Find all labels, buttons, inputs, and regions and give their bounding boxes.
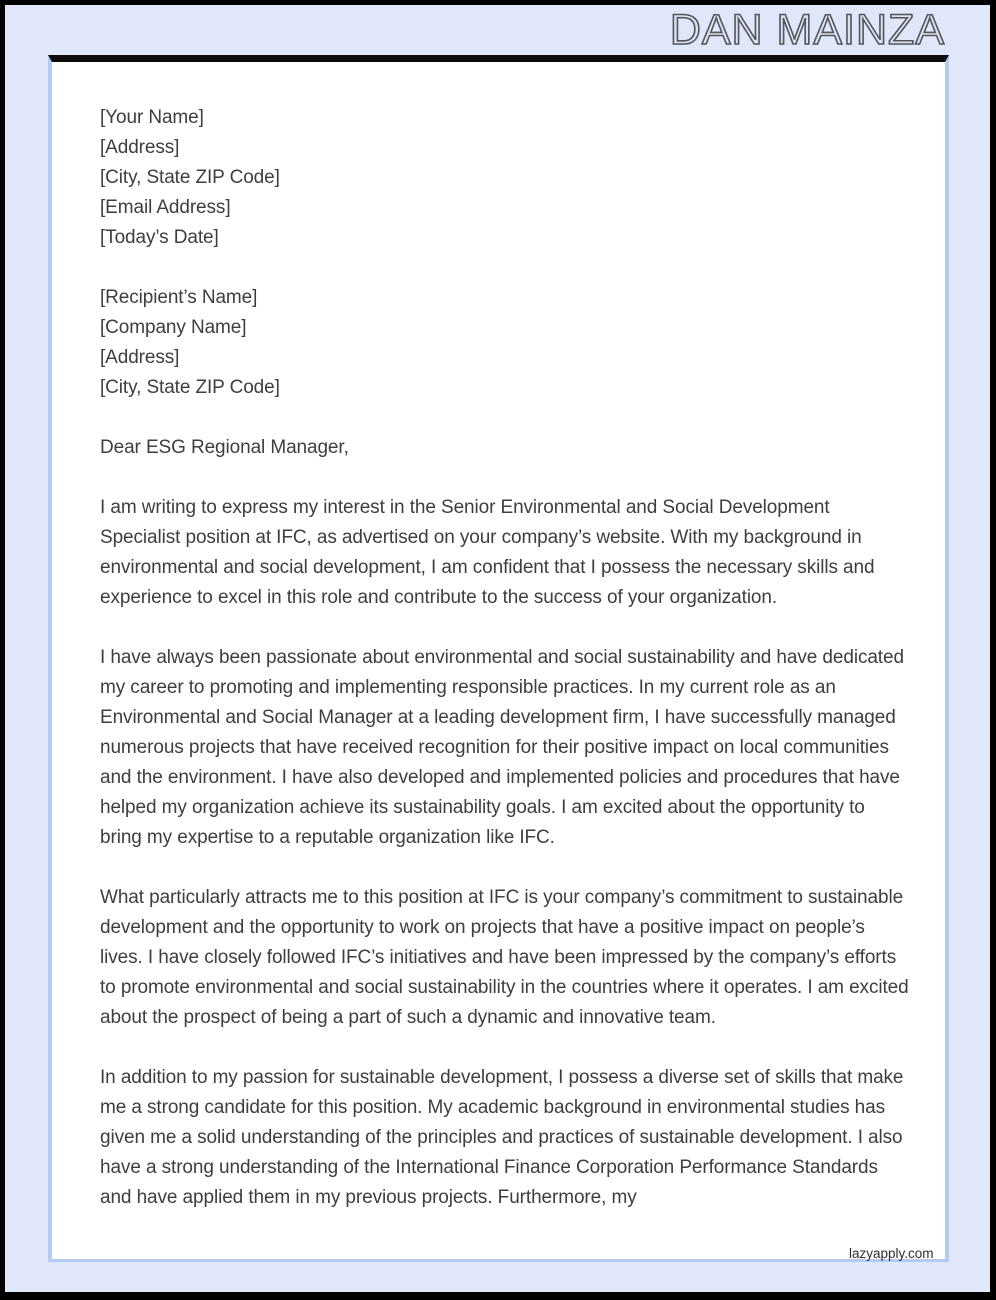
letter-paragraph: I am writing to express my interest in the Senior Environmental and Social Development Specialist position at IFC, as advertised on your company’s website. With my background in environmental and social development, I am confident that I possess the necessary skills and experience to excel in this role and contribute to the success of your organization. xyxy=(100,497,875,608)
address-line: [City, State ZIP Code] xyxy=(100,167,280,188)
address-line: [Your Name] xyxy=(100,107,204,128)
address-line: [Company Name] xyxy=(100,317,247,338)
brand-logo: DAN MAINZA xyxy=(669,6,945,54)
recipient-address-block xyxy=(100,283,909,403)
sender-address-block xyxy=(100,103,909,253)
cover-letter xyxy=(52,62,945,1213)
letter-body xyxy=(100,493,909,1213)
address-line: [Email Address] xyxy=(100,197,231,218)
letter-paragraph: I have always been passionate about environmental and social sustainability and have dedicated my career to promoting and implementing responsible practices. In my current role as an Environmental and Social Manager at a leading development firm, I have successfully managed numerous projects that have received recognition for their positive impact on local communities and the environment. I have also developed and implemented policies and procedures that have helped my organization achieve its sustainability goals. I am excited about the opportunity to bring my expertise to a reputable organization like IFC. xyxy=(100,647,904,848)
document-page xyxy=(48,55,949,1262)
letter-paragraph: What particularly attracts me to this position at IFC is your company’s commitment to sustainable development and the opportunity to work on projects that have a positive impact on people’s lives. I have closely followed IFC’s initiatives and have been impressed by the company’s efforts to promote environmental and social sustainability in the countries where it operates. I am excited about the prospect of being a part of such a dynamic and innovative team. xyxy=(100,887,909,1028)
address-line: [Address] xyxy=(100,137,180,158)
watermark: lazyapply.com xyxy=(849,1246,934,1261)
letter-paragraph: In addition to my passion for sustainable development, I possess a diverse set of skills that make me a strong candidate for this position. My academic background in environmental studies has given me a solid understanding of the principles and practices of sustainable development. I also have a strong understanding of the International Finance Corporation Performance Standards and have applied them in my previous projects. Furthermore, my xyxy=(100,1067,904,1208)
greeting: Dear ESG Regional Manager, xyxy=(100,437,349,458)
address-line: [Today’s Date] xyxy=(100,227,219,248)
address-line: [City, State ZIP Code] xyxy=(100,377,280,398)
address-line: [Address] xyxy=(100,347,180,368)
address-line: [Recipient’s Name] xyxy=(100,287,258,308)
